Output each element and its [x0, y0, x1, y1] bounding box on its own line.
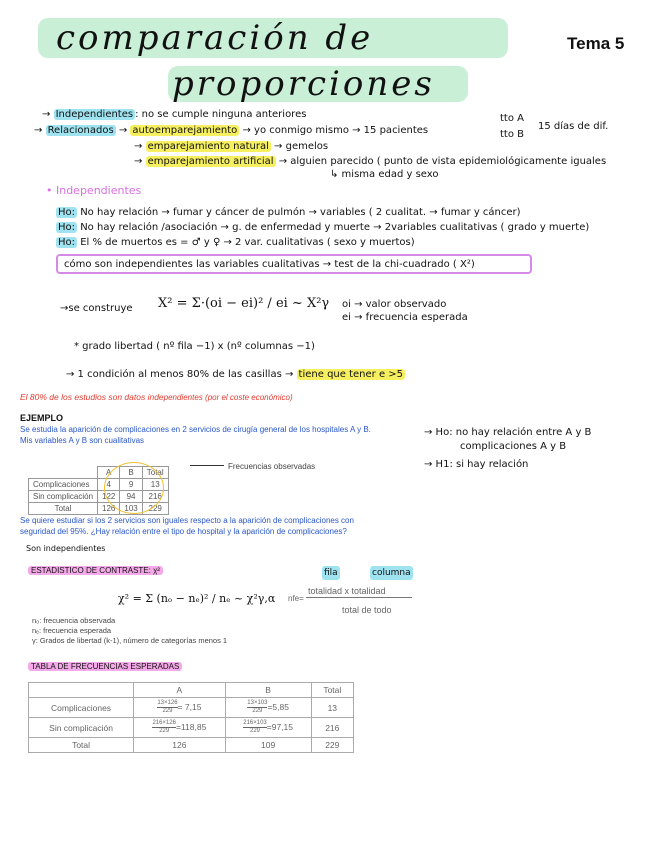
fraction-line: [306, 597, 412, 598]
table-cell: Complicaciones: [29, 479, 98, 491]
table-cell: [225, 718, 311, 738]
condition-text: → 1 condición al menos 80% de las casillas →: [66, 369, 294, 380]
artificial-text: → alguien parecido ( punto de vista epidemiológicamente iguales: [278, 156, 607, 167]
fraction-den: 229: [252, 708, 263, 714]
table-cell: Complicaciones: [29, 698, 134, 718]
estadistico-label: [28, 564, 163, 578]
table-cell: 94: [120, 491, 142, 503]
cell-value: = 7,15: [177, 701, 202, 712]
independientes-text: : no se cumple ninguna anteriores: [135, 109, 307, 120]
table-row: [29, 698, 354, 718]
artificial-label: emparejamiento artificial: [147, 156, 274, 167]
h1-example: → H1: si hay relación: [424, 459, 529, 470]
topic-label: Tema 5: [567, 34, 625, 53]
condition-line: [66, 368, 405, 382]
legend-observada: n₀: frecuencia observada: [32, 616, 116, 625]
red-note-main: El 80% de los estudios son datos inde: [20, 392, 164, 402]
table-cell: A: [98, 467, 120, 479]
chi-test-box: [56, 254, 532, 274]
son-independientes: Son independientes: [26, 544, 106, 553]
legend-grados: γ: Grados de libertad (k-1), número de categorías menos 1: [32, 636, 228, 645]
table-cell: 13: [311, 698, 353, 718]
esperadas-label: [28, 660, 182, 674]
ejemplo-heading: EJEMPLO: [20, 413, 64, 423]
natural-text: → gemelos: [274, 141, 329, 152]
table-cell: Sin complicación: [29, 718, 134, 738]
expected-table: [28, 682, 354, 753]
red-note-small: pendientes (por el coste económico): [163, 393, 293, 402]
table-cell: 9: [120, 479, 142, 491]
table-header-row: [29, 683, 354, 698]
table-cell: 13: [142, 479, 168, 491]
relacionados-label: Relacionados: [47, 125, 114, 136]
ejemplo-line1: Se estudia la aparición de complicaciones en 2 servicios de cirugía general de los hospitales A y B.: [20, 425, 371, 434]
table-cell: Total: [29, 738, 134, 753]
fraction-num: 216×103: [243, 720, 267, 726]
natural-label: emparejamiento natural: [147, 141, 269, 152]
nfe-denominator: total de todo: [342, 605, 392, 615]
red-note: [20, 390, 293, 405]
construct-prefix: →se construye: [60, 303, 133, 314]
tto-b: tto B: [500, 129, 524, 140]
table-cell: 103: [120, 503, 142, 515]
freq-observadas-label: Frecuencias observadas: [228, 462, 316, 471]
table-cell: 4: [98, 479, 120, 491]
table-cell: 122: [98, 491, 120, 503]
h0-label-1: Ho:: [58, 207, 76, 218]
ei-legend: ei → frecuencia esperada: [342, 312, 468, 323]
fraction: [243, 720, 267, 735]
columna-label: columna: [372, 568, 411, 578]
table-row: [29, 718, 354, 738]
h0-label-2: Ho:: [58, 222, 76, 233]
cell-value: =97,15: [266, 721, 294, 732]
table-cell: 126: [98, 503, 120, 515]
chi-formula: X² = Σ·(oi − ei)² / ei ~ X²γ: [158, 296, 330, 311]
fila-label: fila: [324, 568, 338, 578]
h0-label-3: Ho:: [58, 237, 76, 248]
table-cell: B: [225, 683, 311, 698]
table-cell: 229: [142, 503, 168, 515]
table-cell: Sin complicación: [29, 491, 98, 503]
dias-diff: 15 días de dif.: [538, 121, 609, 132]
cell-value: =118,85: [175, 721, 207, 732]
condition-highlight: tiene que tener e >5: [298, 369, 404, 380]
artificial-line: → emparejamiento artificial → alguien parecido ( punto de vista epidemiológicamente iguales: [134, 156, 607, 167]
table-cell: [29, 467, 98, 479]
h0-line-1: [56, 206, 521, 220]
independientes-label: Independientes: [55, 109, 134, 120]
chi-test-text: cómo son independientes las variables cualitativas → test de la chi-cuadrado ( X²): [64, 259, 475, 270]
h0-example: → Ho: no hay relación entre A y B: [424, 427, 592, 438]
table-cell: [134, 718, 226, 738]
h0-text-3: El % de muertos es = ♂ y ♀ → 2 var. cualitativas ( sexo y muertos): [80, 237, 415, 248]
h0-text-2: No hay relación /asociación → g. de enfermedad y muerte → 2variables cualitativas ( grado y muerte): [80, 222, 590, 233]
h0-example-b: complicaciones A y B: [460, 441, 567, 452]
fraction: [247, 700, 267, 715]
table-cell: Total: [311, 683, 353, 698]
table-row: [29, 738, 354, 753]
table-cell: [29, 683, 134, 698]
fraction-den: 229: [159, 728, 170, 734]
highlight-circle: [104, 462, 164, 514]
table-cell: 216: [142, 491, 168, 503]
h0-line-2: [56, 221, 589, 235]
esperadas-text: TABLA DE FRECUENCIAS ESPERADAS: [28, 662, 182, 671]
table-cell: Total: [29, 503, 98, 515]
nfe-numerator: totalidad x totalidad: [308, 586, 386, 596]
independientes-line: → Independientes : no se cumple ninguna anteriores: [42, 109, 307, 120]
grados-libertad: * grado libertad ( nº fila −1) x (nº columnas −1): [74, 341, 315, 352]
h0-line-3: [56, 236, 415, 250]
fraction-num: 13×103: [247, 700, 268, 706]
fraction-num: 216×126: [152, 720, 176, 726]
tto-a: tto A: [500, 113, 524, 124]
fraction: [152, 720, 176, 735]
natural-line: → emparejamiento natural → gemelos: [134, 141, 329, 152]
page-title-line1: comparación de: [56, 18, 374, 58]
estadistico-formula: χ² = Σ (nₒ − nₑ)² / nₑ ~ χ²γ,α: [118, 592, 276, 605]
h0-text-1: No hay relación → fumar y cáncer de pulmón → variables ( 2 cualitat. → fumar y cáncer): [80, 207, 521, 218]
table-cell: 216: [311, 718, 353, 738]
fraction-den: 229: [249, 728, 260, 734]
table-cell: 229: [311, 738, 353, 753]
legend-esperada: nₑ: frecuencia esperada: [32, 626, 112, 635]
relacionados-line: → Relacionados → autoemparejamiento → yo conmigo mismo → 15 pacientes: [34, 125, 429, 136]
table-cell: B: [120, 467, 142, 479]
fraction: [157, 700, 177, 715]
table-cell: [225, 698, 311, 718]
table-cell: A: [134, 683, 226, 698]
artificial-subline: ↳ misma edad y sexo: [330, 169, 439, 180]
estadistico-text: ESTADISTICO DE CONTRASTE: χ²: [28, 566, 163, 575]
ejemplo-line2: Mis variables A y B son cualitativas: [20, 436, 145, 445]
table-cell: 126: [134, 738, 226, 753]
indep-heading: • Independientes: [46, 184, 142, 197]
table-cell: Total: [142, 467, 168, 479]
oi-legend: oi → valor observado: [342, 299, 447, 310]
table-cell: 109: [225, 738, 311, 753]
nfe-label: nfe=: [288, 594, 304, 603]
page-title-line2: proporciones: [172, 64, 435, 104]
table-cell: [134, 698, 226, 718]
question-line1: Se quiere estudiar si los 2 servicios son iguales respecto a la aparición de complicaciones con: [20, 516, 354, 525]
freq-arrow: [190, 465, 224, 466]
auto-text: → yo conmigo mismo → 15 pacientes: [242, 125, 429, 136]
question-line2: seguridad del 95%. ¿Hay relación entre el tipo de hospital y la aparición de complicaciones?: [20, 527, 347, 536]
fraction-num: 13×126: [157, 700, 178, 706]
auto-label: autoemparejamiento: [132, 125, 238, 136]
fraction-den: 229: [162, 708, 173, 714]
cell-value: =5,85: [267, 701, 289, 712]
